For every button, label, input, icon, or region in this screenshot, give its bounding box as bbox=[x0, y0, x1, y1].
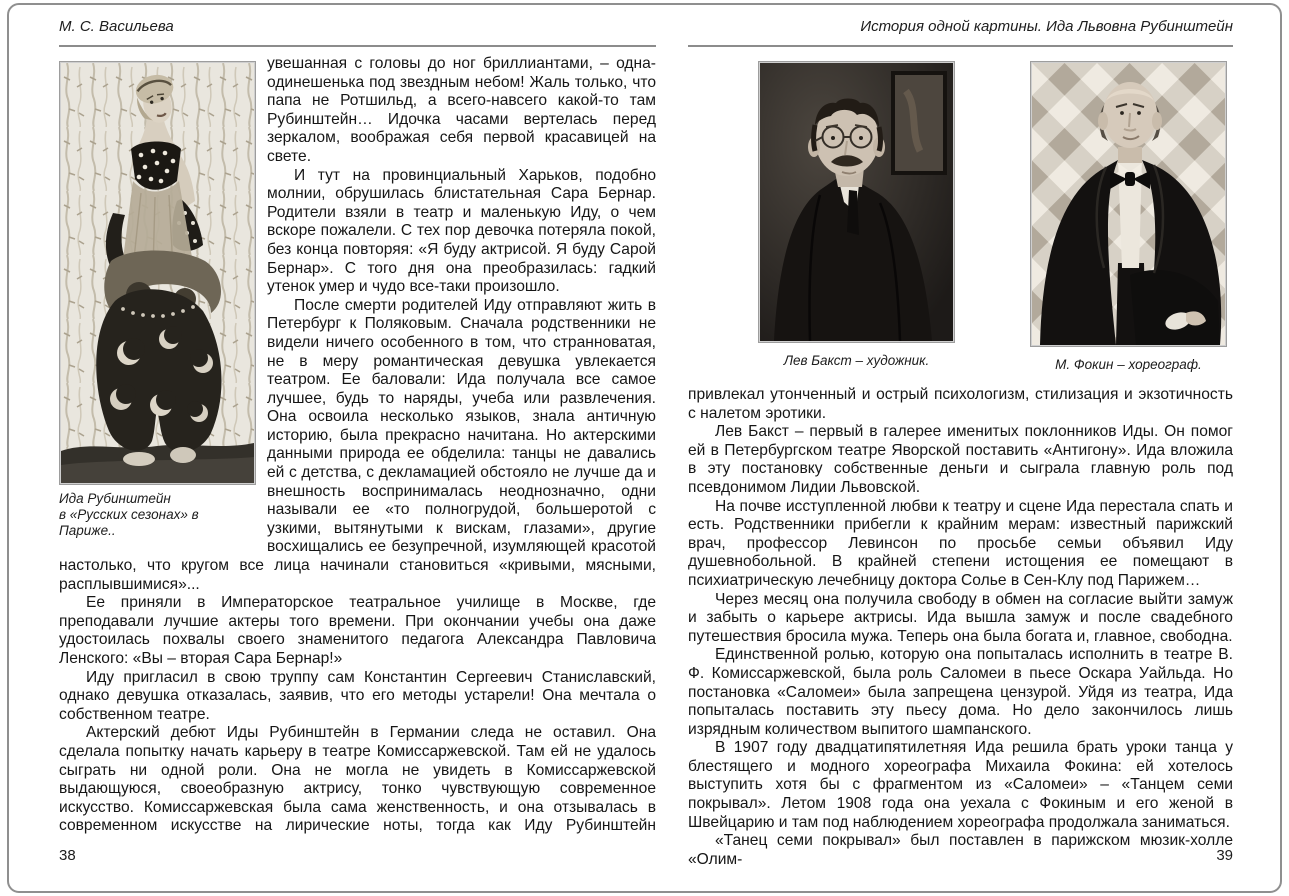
running-head-author: М. С. Васильева bbox=[59, 18, 174, 35]
caption-ida-photo bbox=[59, 491, 256, 539]
paragraph: И тут на провинциальный Харьков, подобно молнии, обрушилась блистательная Сара Бернар. Родители взяли в театр и маленькую Иду, о чем вскоре пожалели. С тех пор девочка потеряла покой, без конца повторяя: «Я буду актрисой. Я буду Сарой Бернар». С того дня она преобразилась: гадкий утенок умер и чудо все-таки произошло. bbox=[267, 166, 656, 296]
figure-lev-bakst bbox=[758, 61, 955, 373]
page-right bbox=[688, 18, 1233, 876]
paragraph: Актерский дебют Иды Рубинштейн в Германии следа не оставил. Она сделала попытку начать карьеру в театре Комиссаржевской. Там ей не удалось сыграть ни одной роли. Она не могла не увидеть в Комиссаржевской выдающуюся, своеобразную актрису, тонко чувствующую современное искусство. Комиссаржевская была сама женственность, и она отзывалась в современном искусстве на лирические ноты, тогда как Иду Рубинштейн bbox=[59, 724, 656, 835]
paragraph: После смерти родителей Иду отправляют жить в Петербург к Поляковым. Сначала родственники не видели ничего особенного в том, что странноватая, не в меру романтическая девушка увлекается театром. Ее баловали: Ида получала все самое лучшее, будь то наряды, учеба или развлечения. Она освоила несколько языков, знала античную историю, была прекрасно начитана. Но актерскими данными природа ее обделила: танцы не давались ей с детства, с декламацией обстояло не лучше да и внешность воспринималась неоднозначно, одни называли ее «то полногрудой, большеротой с узкими, вытянутыми к вискам, глазами», другие восхищались ее безупречной, изумляющей красотой настолько, что кругом все лица начинали становиться «кривыми, мясными, расплывшимися»... bbox=[59, 296, 656, 593]
paragraph: На почве исступленной любви к театру и сцене Ида перестала спать и есть. Родственники прибегли к крайним мерам: известный парижский врач, профессор Левинсон по просьбе семьи объявил Иду душевнобольной. В крайней степени истощения ее помещают в психиатрическую лечебницу доктора Солье в Сен-Клу под Парижем… bbox=[688, 497, 1233, 589]
caption-lev-bakst: Лев Бакст – художник. bbox=[783, 353, 930, 368]
photo-ida-rubinstein bbox=[59, 61, 256, 485]
caption-ida-line1: Ида Рубинштейн bbox=[59, 491, 171, 506]
paragraph: Лев Бакст – первый в галерее именитых поклонников Иды. Он помог ей в Петербургском театре Яворской поставить «Антигону». Ида вложила в эту постановку собственные деньги и сыграла главную роль под псевдонимом Лидии Львовской. bbox=[688, 423, 1233, 496]
page-number-39: 39 bbox=[1216, 847, 1233, 864]
page-number-38: 38 bbox=[59, 847, 76, 864]
paragraph: В 1907 году двадцатипятилетняя Ида решила брать уроки танца у блестящего и модного хореографа Михаила Фокина: ей хотелось выступить хотя бы с фрагментом из «Саломеи» – «Танцем семи покрывал». Летом 1908 года она уехала с Фокиным и его женой в Швейцарию и там под наблюдением хореографа продолжала заниматься. bbox=[688, 739, 1233, 831]
header-rule-left bbox=[59, 45, 656, 47]
paragraph: Через месяц она получила свободу в обмен на согласие выйти замуж и забыть о карьере актрисы. Ида вышла замуж и после свадебного путешествия бросила мужа. Теперь она была богата и, главное, свободна. bbox=[688, 590, 1233, 645]
photo-mikhail-fokine bbox=[1030, 61, 1227, 347]
paragraph: Единственной ролью, которую она попыталась исполнить в театре В. Ф. Комиссаржевской, была роль Саломеи в пьесе Оскара Уайльда. Но постановка «Саломеи» была запрещена цензурой. Уйдя из театра, Ида попыталась поставить эту пьесу дома. Но дело закончилось лишь изрядным количеством выпитого шампанского. bbox=[688, 646, 1233, 738]
left-page-body bbox=[59, 55, 656, 836]
paragraph: привлекал утонченный и острый психологизм, стилизация и экзотичность с налетом эротики. bbox=[688, 386, 1233, 422]
paragraph: Ее приняли в Императорское театральное училище в Москве, где преподавали лучшие актеры того времени. При окончании учебы она даже удостоилась похвалы своего знаменитого педагога Александра Павловича Ленского: «Вы – вторая Сара Бернар!» bbox=[59, 594, 656, 667]
figure-mikhail-fokine bbox=[1030, 61, 1227, 373]
caption-mikhail-fokine: М. Фокин – хореограф. bbox=[1055, 357, 1202, 372]
header-rule-right bbox=[688, 45, 1233, 47]
paragraph: увешанная с головы до ног бриллиантами, – одна-одинешенька под звездным небом! Жаль только, что папа не Ротшильд, а всего-навсего какой-то там Рубинштейн… Идочка часами вертелась перед зеркалом, воображая себя первой красавицей на свете. bbox=[267, 55, 656, 165]
ida-rubinstein-photo-illustration bbox=[61, 63, 254, 483]
paragraph: Иду пригласил в свою труппу сам Константин Сергеевич Станиславский, однако девушка отказалась, заявив, что его методы устарели! Она мечтала о собственном театре. bbox=[59, 668, 656, 723]
lev-bakst-photo-illustration bbox=[760, 63, 953, 341]
running-head-chapter: История одной картины. Ида Львовна Рубинштейн bbox=[860, 18, 1233, 35]
fokine-photo-illustration bbox=[1032, 63, 1225, 345]
right-page-body bbox=[688, 386, 1233, 869]
portraits-row bbox=[688, 61, 1233, 373]
caption-ida-line2: в «Русских сезонах» в Париже.. bbox=[59, 507, 199, 538]
figure-ida-rubinstein bbox=[59, 61, 256, 539]
photo-lev-bakst bbox=[758, 61, 955, 343]
paragraph: «Танец семи покрывал» был поставлен в парижском мюзик-холле «Олим- bbox=[688, 832, 1233, 868]
page-left bbox=[59, 18, 656, 876]
